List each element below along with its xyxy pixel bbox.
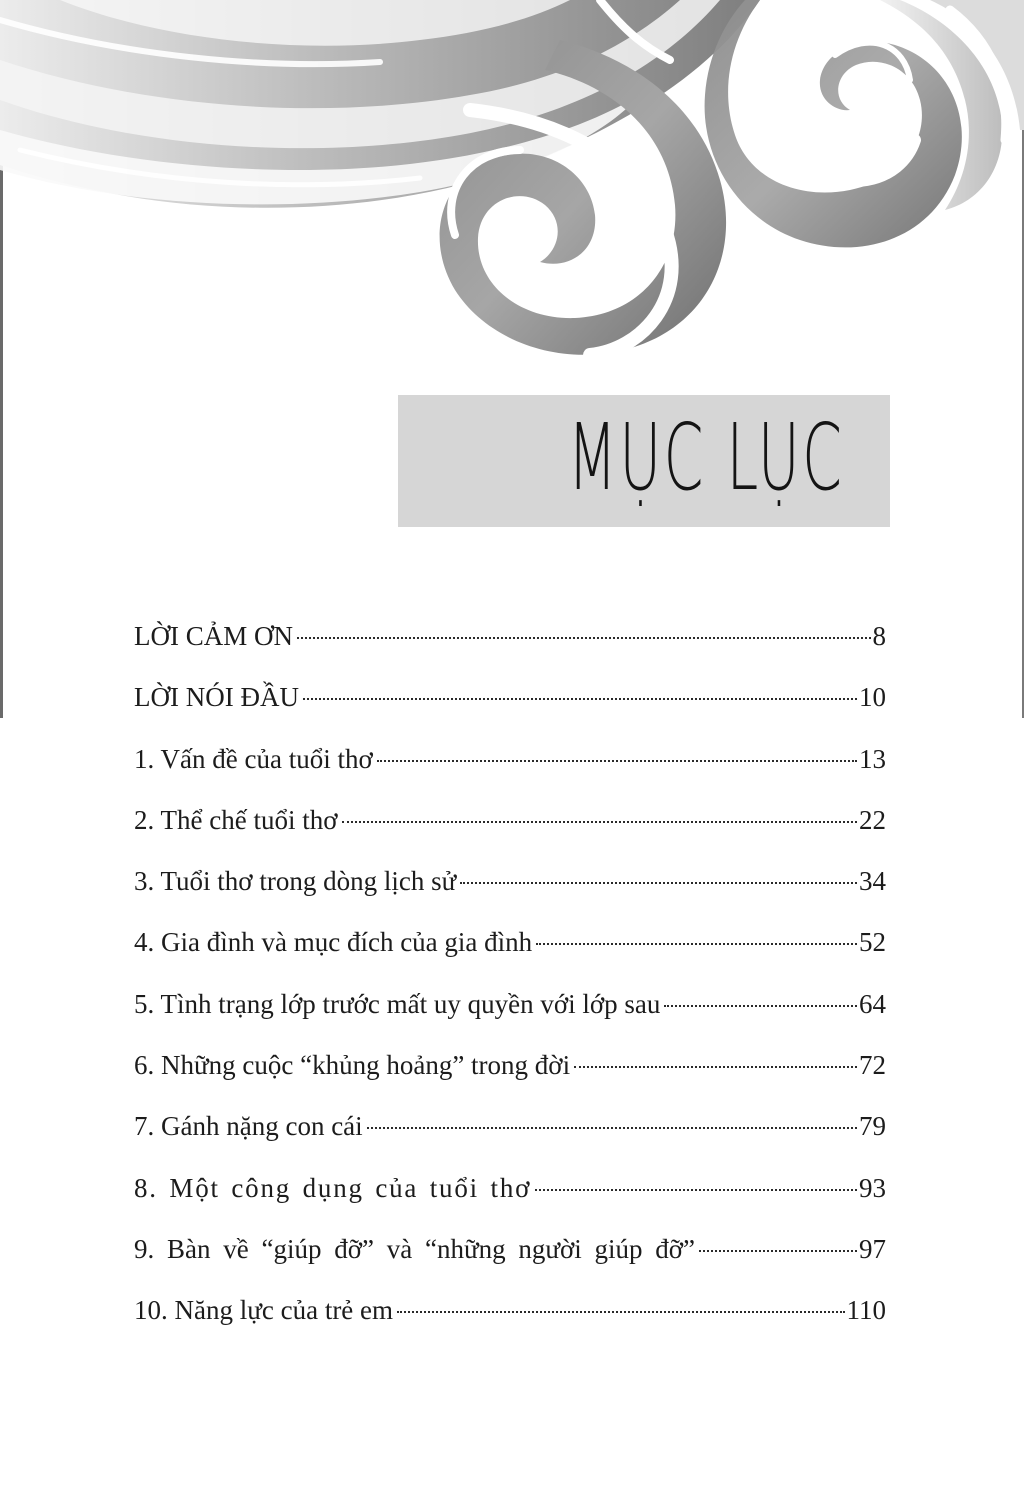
dot-leader [342,821,858,823]
dot-leader [367,1127,857,1129]
toc-entry-title: LỜI CẢM ƠN [134,621,293,651]
toc-entry [134,855,886,916]
toc-entry [134,671,886,732]
dot-leader [397,1311,844,1313]
toc-entry [134,1100,886,1161]
title-banner [398,395,890,527]
toc-entry-title: 4. Gia đình và mục đích của gia đình [134,927,533,958]
toc-entry-page: 110 [846,1295,886,1326]
toc-entry-title: 9. Bàn về “giúp đỡ” và “những người giúp đỡ” [134,1233,696,1264]
page-title: MỤC LỤC [567,404,844,511]
toc-entry-title: 8. Một công dụng của tuổi thơ [134,1172,532,1203]
dot-leader [536,943,857,945]
toc-entry-title: 2. Thể chế tuổi thơ [134,804,338,835]
table-of-contents [134,610,886,1346]
toc-entry-title: 7. Gánh nặng con cái [134,1111,363,1142]
toc-entry-page: 72 [859,1050,886,1081]
toc-entry [134,794,886,855]
dot-leader [535,1189,857,1191]
toc-entry [134,1223,886,1284]
toc-entry-title: 5. Tình trạng lớp trước mất uy quyền với lớp sau [134,988,661,1019]
toc-entry-title: 6. Những cuộc “khủng hoảng” trong đời [134,1050,571,1081]
toc-entry-page: 93 [859,1172,886,1203]
toc-entry-page: 64 [859,988,886,1019]
dot-leader [460,882,857,884]
toc-entry-title: 10. Năng lực của trẻ em [134,1295,394,1326]
toc-entry-page: 52 [859,927,886,958]
toc-entry [134,610,886,671]
dot-leader [699,1250,857,1252]
toc-entry-page: 8 [872,621,886,651]
toc-entry [134,1284,886,1345]
toc-entry-page: 97 [859,1233,886,1264]
toc-entry-title: 3. Tuổi thơ trong dòng lịch sử [134,866,457,897]
dot-leader [574,1066,857,1068]
toc-entry-page: 79 [859,1111,886,1142]
toc-entry-page: 34 [859,866,886,897]
dot-leader [377,760,857,762]
toc-entry-title: LỜI NÓI ĐẦU [134,682,299,713]
toc-entry [134,1039,886,1100]
swirl-ornament-icon [0,0,1024,380]
toc-entry-page: 22 [859,804,886,835]
toc-entry-page: 10 [859,682,886,713]
toc-entry-title: 1. Vấn đề của tuổi thơ [134,743,373,774]
dot-leader [297,637,871,639]
dot-leader [303,698,857,700]
toc-entry-page: 13 [859,743,886,774]
toc-entry [134,916,886,977]
toc-entry [134,978,886,1039]
dot-leader [664,1005,857,1007]
toc-entry [134,733,886,794]
toc-entry [134,1162,886,1223]
